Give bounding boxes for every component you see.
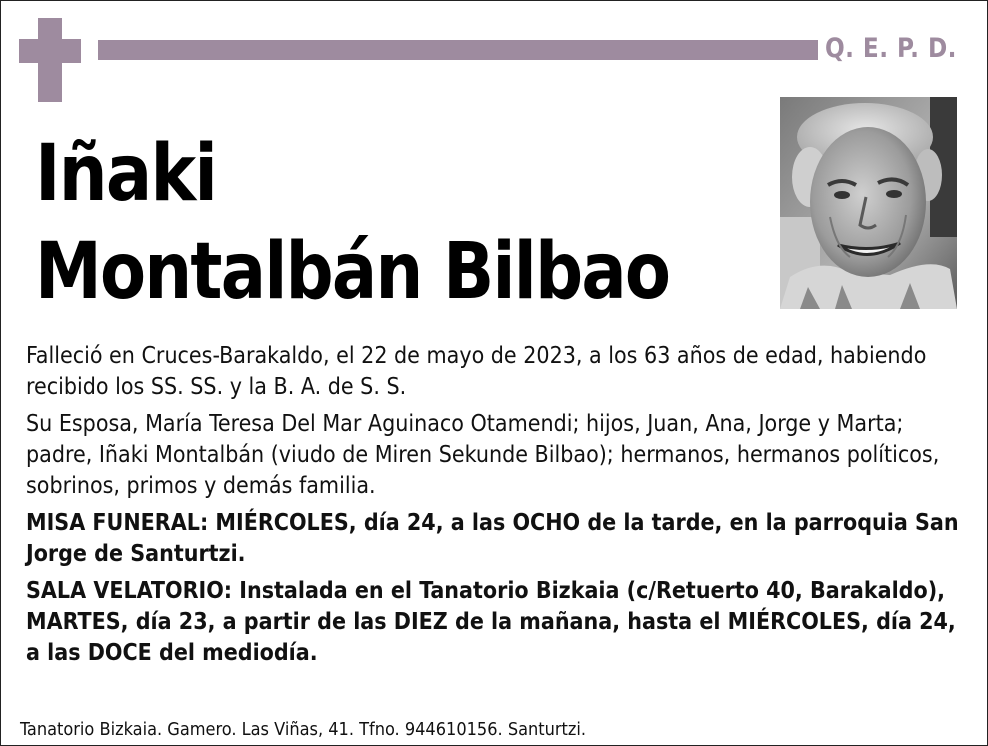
death-notice-paragraph: Falleció en Cruces-Barakaldo, el 22 de mayo de 2023, a los 63 años de edad, habiendo recibido los SS. SS. y la B. A. de S. S. [26, 343, 927, 400]
wake-room-paragraph: SALA VELATORIO: Instalada en el Tanatorio Bizkaia (c/Retuerto 40, Barakaldo), MARTES, día 23, a partir de las DIEZ de la mañana, hasta el MIÉRCOLES, día 24, a las DOCE del mediodía. [26, 578, 956, 666]
portrait-image [780, 97, 957, 309]
qepd-label: Q. E. P. D. [825, 33, 957, 64]
portrait-photo [780, 97, 957, 309]
funeral-home-footer: Tanatorio Bizkaia. Gamero. Las Viñas, 41. Tfno. 944610156. Santurtzi. [20, 719, 587, 740]
family-paragraph: Su Esposa, María Teresa Del Mar Aguinaco Otamendi; hijos, Juan, Ana, Jorge y Marta; padre, Iñaki Montalbán (viudo de Miren Sekunde Bilbao); hermanos, hermanos políticos, sobrinos, primos y demás familia. [26, 411, 940, 499]
funeral-mass-paragraph: MISA FUNERAL: MIÉRCOLES, día 24, a las OCHO de la tarde, en la parroquia San Jorge de Santurtzi. [26, 510, 959, 567]
deceased-first-name: Iñaki [35, 129, 217, 219]
cross-horizontal-beam [19, 39, 81, 63]
deceased-surnames: Montalbán Bilbao [35, 227, 670, 317]
obituary-body [26, 341, 966, 675]
header-rule [98, 40, 818, 60]
